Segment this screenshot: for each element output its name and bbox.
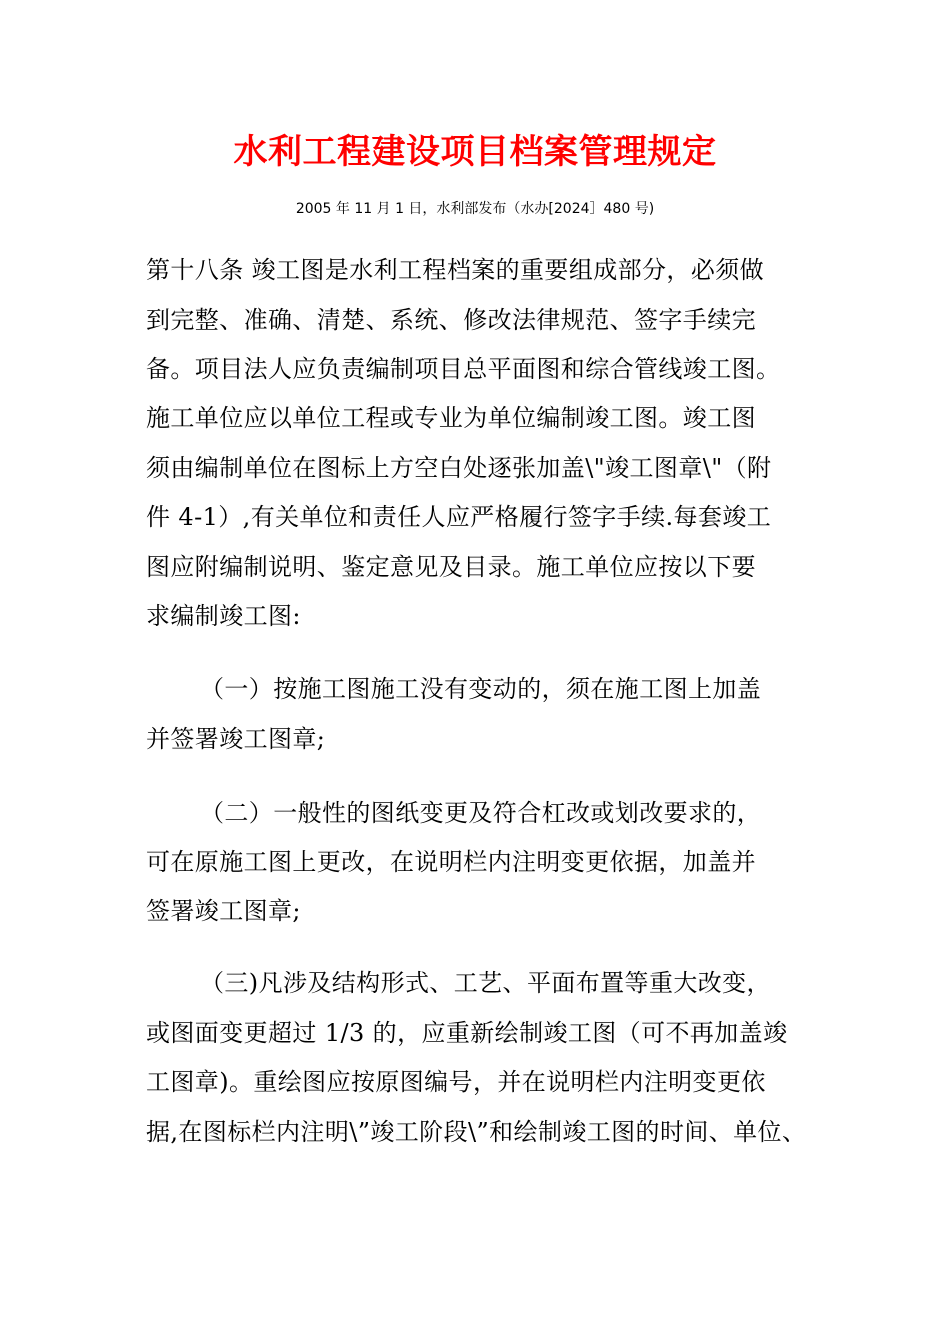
paragraph-line: 备。项目法人应负责编制项目总平面图和综合管线竣工图。 bbox=[146, 355, 781, 383]
paragraph-line: （三)凡涉及结构形式、工艺、平面布置等重大改变， bbox=[200, 969, 771, 997]
paragraph-line: 可在原施工图上更改，在说明栏内注明变更依据，加盖并 bbox=[146, 848, 756, 876]
paragraph-line: 求编制竣工图: bbox=[146, 602, 301, 630]
paragraph-line: 工图章)。重绘图应按原图编号，并在说明栏内注明变更依 bbox=[146, 1068, 766, 1096]
paragraph-line: 并签署竣工图章; bbox=[146, 725, 326, 753]
paragraph-line: 须由编制单位在图标上方空白处逐张加盖\"竣工图章\"（附 bbox=[146, 454, 772, 482]
paragraph-line: （二）一般性的图纸变更及符合杠改或划改要求的， bbox=[200, 799, 762, 827]
paragraph-line: （一）按施工图施工没有变动的，须在施工图上加盖 bbox=[200, 675, 762, 703]
paragraph-line: 据,在图标栏内注明\”竣工阶段\”和绘制竣工图的时间、单位、 bbox=[146, 1118, 807, 1146]
document-subtitle: 2005 年 11 月 1 日，水利部发布（水办[2024］480 号) bbox=[295, 201, 655, 217]
paragraph-line: 件 4-1）,有关单位和责任人应严格履行签字手续.每套竣工 bbox=[146, 503, 772, 531]
paragraph-line: 或图面变更超过 1/3 的，应重新绘制竣工图（可不再加盖竣 bbox=[146, 1019, 788, 1047]
paragraph-line: 签署竣工图章; bbox=[146, 897, 301, 925]
paragraph-line: 第十八条 竣工图是水利工程档案的重要组成部分，必须做 bbox=[146, 256, 765, 284]
paragraph-line: 施工单位应以单位工程或专业为单位编制竣工图。竣工图 bbox=[146, 404, 756, 432]
paragraph-line: 图应附编制说明、鉴定意见及目录。施工单位应按以下要 bbox=[146, 553, 756, 581]
paragraph-line: 到完整、准确、清楚、系统、修改法律规范、签字手续完 bbox=[146, 306, 756, 334]
document-title: 水利工程建设项目档案管理规定 bbox=[233, 132, 717, 172]
